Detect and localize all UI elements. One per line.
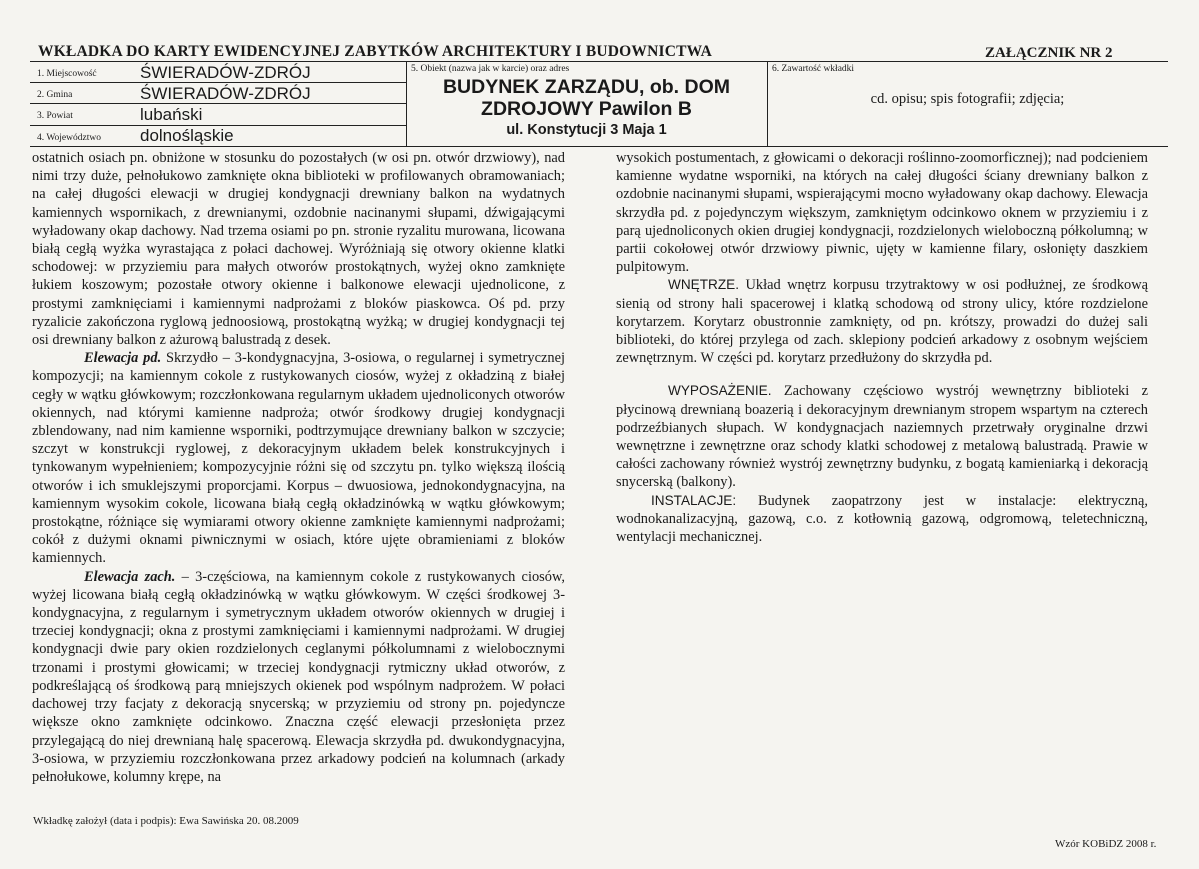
field-locality-value: ŚWIERADÓW-ZDRÓJ (140, 63, 311, 82)
field-county-value: lubański (140, 105, 203, 124)
heading-installations: INSTALACJE: (651, 492, 737, 508)
field-contents-label: 6. Zawartość wkładki (772, 64, 855, 74)
text-south-facade: Skrzydło – 3-kondygnacyjna, 3-osiowa, o regularnej i symetrycznej kompozycji; na kamiennym cokole z rustykowanych ciosów, wyżej z okładziną z białej cegły w wątku główkowym; rozczłonkowana regularnym układem ujednoliconych otworów okiennych, nad którymi kamienne nadproża; otwór środkowy drugiej kondygnacji zblendowany, nad nim kamienne wsporniki, podtrzymujące drewniany balkon w szczycie; szczyt w konstrukcji ryglowej, z dekoracyjnym układem belek konstrukcyjnych i tynkowanym wypełnieniem; kompozycyjnie różni się od szczytu pn. tylko większą ilością otworów i ich smuklejszymi proporcjami. Korpus – dwuosiowa, jednokondygnacyjna, na kamiennym wysokim cokole, licowana białą cegłą okładzinówką w wątku główkowym; prostokątne, różniące się wymiarami otwory okienne zamknięte kamiennymi nadprożami; cokół z dużymi oknami piwnicznymi w osiach, które ujęte obramieniami z bloków kamiennych. (32, 350, 565, 567)
text-west-facade: – 3-częściowa, na kamiennym cokole z rustykowanych ciosów, wyżej licowana białą cegłą okładzinówką w wątku główkowym. W części środkowej 3-kondygnacyjna, z regularnym i symetrycznym układem otworów okiennych w drugiej i trzeciej kondygnacji; okna z prostymi zamknięciami i kamiennymi nadprożami. W drugiej kondygnacji dwie pary okien rozdzielonych ceglanymi półkolumnami z wielobocznymi trzonami i prostymi głowicami; w trzeciej kondygnacji rytmiczny układ otworów, z podkreślającą oś środkową parą mniejszych okienek pod wspólnym nadprożem. W połaci dachowej trzy facjaty z dekoracją snycerską; w przyziemiu od strony pn. pojedyncze większe okno zamknięte odcinkowo. Znaczna część elewacji przesłonięta przez przylegającą do niej drewnianą halę spacerową. Elewacja skrzydła pd. dwukondygnacyjna, 3-osiowa, w przyziemiu rozczłonkowana przez arkadowy podcień na kolumnach (arkady pełnołukowe, kolumny krępe, na (32, 568, 565, 785)
field-object-label: 5. Obiekt (nazwa jak w karcie) oraz adres (411, 64, 570, 74)
form-top-border (30, 61, 1168, 62)
heading-interior: WNĘTRZE. (668, 277, 739, 293)
field-county-label: 3. Powiat (37, 111, 73, 121)
paragraph-installations (616, 492, 1148, 547)
document-title: WKŁADKA DO KARTY EWIDENCYJNEJ ZABYTKÓW ARCHITEKTURY I BUDOWNICTWA (38, 43, 713, 60)
annex-number: ZAŁĄCZNIK NR 2 (985, 45, 1113, 61)
text-equipment: Zachowany częściowo wystrój wewnętrzny biblioteki z płycinową drewnianą boazerią i dekoracyjnym drewnianym stropem wspartym na czterech podrzeźbianych słupach. W kondygnacjach naziemnych przetrwały oryginalne drzwi wewnętrzne i zewnętrzne oraz schody klatki schodowej z metalową balustradą. Prawie w całości zachowany również wystrój zewnętrzny budynku, z bogatą kamieniarką i dekoracją snycerską (balkony). (616, 383, 1148, 491)
field-voivodeship-label: 4. Województwo (37, 133, 101, 143)
field-object-name (406, 76, 767, 120)
text-installations: Budynek zaopatrzony jest w instalacje: elektryczną, wodnokanalizacyjną, gazową, c.o. z kotłownią gazową, odgromową, teletechniczną, wentylacji mechanicznej. (616, 492, 1148, 546)
field-municipality-value: ŚWIERADÓW-ZDRÓJ (140, 84, 311, 103)
text-interior: Układ wnętrz korpusu trzytraktowy w osi podłużnej, ze środkową sienią od strony hali spacerowej i klatką schodową od strony ulicy, które rozdzielone korytarzem. Korytarz obustronnie zamknięty, od pn. krótszy, prowadzi do dużej sali biblioteki, do której przylega od zach. sklepiony podcień arkadowy z osobnym wejściem zewnętrznym. W części pd. korytarz przedłużony do skrzydła pd. (616, 277, 1148, 367)
footer-author: Wkładkę założył (data i podpis): Ewa Sawińska 20. 08.2009 (33, 815, 299, 827)
object-name-line2: ZDROJOWY Pawilon B (481, 98, 692, 120)
left-text-column (32, 149, 565, 786)
paragraph-south-facade (32, 349, 565, 567)
field-voivodeship-value: dolnośląskie (140, 126, 234, 145)
paragraph-west-facade (32, 568, 565, 786)
paragraph-interior (616, 276, 1148, 367)
heading-south-facade: Elewacja pd. (84, 350, 162, 367)
heading-west-facade: Elewacja zach. (84, 568, 176, 585)
form-bottom-border (30, 146, 1168, 147)
object-name-line1: BUDYNEK ZARZĄDU, ob. DOM (442, 76, 731, 98)
footer-template: Wzór KOBiDZ 2008 r. (1055, 838, 1157, 850)
paragraph-north-facade: ostatnich osiach pn. obniżone w stosunku do pozostałych (w osi pn. otwór drzwiowy), nad nimi trzy duże, pełnołukowo zamknięte okna biblioteki w profilowanych obramowaniach; na całej długości elewacji w drugiej kondygnacji drewniany balkon na wydatnych kamiennych wspornikach, z drewnianymi, ozdobnie nacinanymi słupami, dźwigającymi wyładowany okap dachowy. Nad trzema osiami po pn. stronie ryzalitu murowana, licowana białą cegłą wyżka wyrastająca z połaci dachowej. Wyróżniają się otwory okienne klatki schodowej: w przyziemiu para małych otworów prostokątnych, wyżej okno zamknięte łukiem koszowym; pozostałe otwory okienne i balkonowe elewacji ujednolicone, z prostymi zamknięciami i kamiennymi nadprożami z bloków piaskowca. Oś pd. przy ryzalicie zakończona ryglową jednoosiową, prostokątną wyżką; w drugiej kondygnacji tej osi drewniany balkon z ażurową balustradą z desek. (32, 150, 565, 349)
paragraph-equipment (616, 382, 1148, 491)
field-municipality-label: 2. Gmina (37, 90, 73, 100)
field-contents-value: cd. opisu; spis fotografii; zdjęcia; (870, 91, 1065, 107)
field-locality-label: 1. Miejscowość (37, 69, 97, 79)
paragraph-wing-facade: wysokich postumentach, z głowicami o dekoracji roślinno-zoomorficznej); nad podcieniem kamienne wydatne wsporniki, na których na całej długości ściany drewniany balkon z ozdobnie nacinanymi słupami, wspierającymi mocno wyładowany okap dachowy. Elewacja skrzydła pd. z pojedynczym większym, zamkniętym odcinkowo oknem w przyziemiu i z parą ujednoliconych okien drugiej kondygnacji, rozdzielonych wieloboczną półkolumną; w partii cokołowej otwór drzwiowy piwnic, ujęty w kamienne filary, osłonięty daszkiem pulpitowym. (616, 150, 1148, 276)
object-address: ul. Konstytucji 3 Maja 1 (506, 122, 667, 138)
right-text-column (616, 149, 1148, 546)
heading-equipment: WYPOSAŻENIE. (668, 383, 772, 399)
